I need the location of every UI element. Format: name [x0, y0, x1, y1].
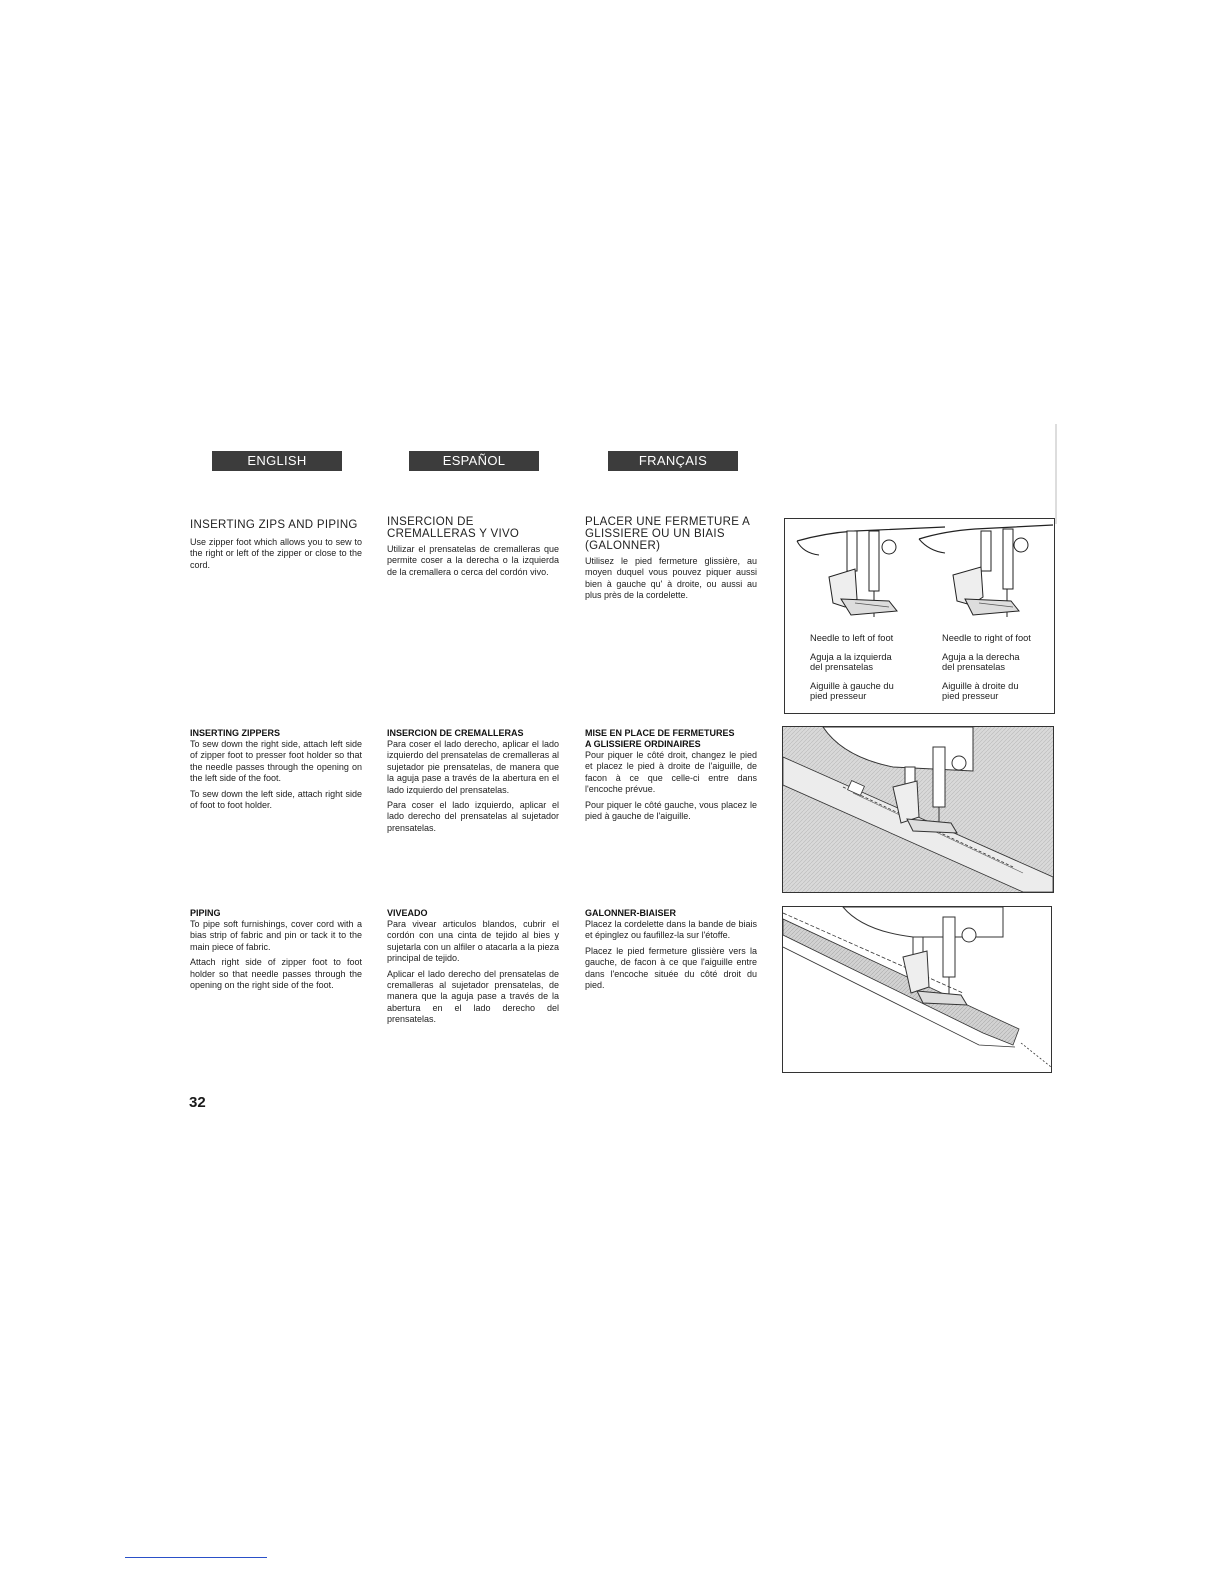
page-edge-rule	[1055, 424, 1057, 524]
figure-needle-positions	[784, 518, 1055, 714]
english-zippers-heading: INSERTING ZIPPERS	[190, 728, 281, 738]
spanish-zippers-p1: Para coser el lado derecho, aplicar el lado izquierdo del prensatelas de cremalleras al sujetador pie prensatelas, de manera que la aguja pase a través de la abertura en el lado izquierdo del prensatelas.	[387, 739, 559, 795]
french-title-line2: GLISSIERE OU UN BIAIS	[585, 528, 725, 540]
tab-espanol: ESPAÑOL	[409, 451, 539, 471]
english-piping-p2: Attach right side of zipper foot to foot holder so that needle passes through the opening on the right side of the foot.	[190, 957, 362, 991]
spanish-zippers-section	[387, 728, 559, 838]
footer-link-underline	[125, 1557, 267, 1558]
english-zippers-p1: To sew down the right side, attach left side of zipper foot to presser foot holder so that the needle passes through the opening on the left side of the foot.	[190, 739, 362, 784]
spanish-intro-section	[387, 516, 559, 582]
spanish-zippers-p2: Para coser el lado izquierdo, aplicar el lado derecho del prensatelas al sujetador prensatelas.	[387, 800, 559, 833]
caption-right-en: Needle to right of foot	[942, 633, 1031, 643]
french-zippers-p2: Pour piquer le côté gauche, vous placez le pied à gauche de l'aiguille.	[585, 799, 757, 822]
caption-right-fr-line1: Aiguille à droite du	[942, 680, 1019, 691]
french-zippers-heading-line2: A GLISSIERE ORDINAIRES	[585, 739, 701, 749]
french-intro-section	[585, 516, 757, 606]
french-zippers-heading-line1: MISE EN PLACE DE FERMETURES	[585, 728, 735, 738]
spanish-title-line2: CREMALLERAS Y VIVO	[387, 528, 520, 540]
english-piping-p1: To pipe soft furnishings, cover cord with a bias strip of fabric and pin or tack it to the main piece of fabric.	[190, 919, 362, 952]
caption-left-es-line1: Aguja a la izquierda	[810, 651, 892, 662]
french-title-line3: (GALONNER)	[585, 540, 661, 552]
caption-left-en: Needle to left of foot	[810, 633, 894, 643]
tab-francais: FRANÇAIS	[608, 451, 738, 471]
caption-left	[810, 633, 920, 710]
english-zippers-section	[190, 728, 362, 815]
figure-piping	[782, 906, 1052, 1073]
caption-left-fr-line2: pied presseur	[810, 691, 867, 701]
french-piping-p2: Placez le pied fermeture glissière vers la gauche, de facon à ce que l'aiguille entre dans l'encoche située du côté droit du pied.	[585, 945, 757, 991]
french-piping-heading: GALONNER-BIAISER	[585, 908, 677, 918]
french-zippers-p1: Pour piquer le côté droit, changez le pied et placez le pied à droite de l'aiguille, de facon à ce que celle-ci entre dans l'encoche prévue.	[585, 750, 757, 795]
spanish-zippers-heading: INSERCION DE CREMALLERAS	[387, 728, 524, 738]
caption-right-fr-line2: pied presseur	[942, 691, 999, 701]
english-title: INSERTING ZIPS AND PIPING	[190, 519, 358, 531]
french-title-line1: PLACER UNE FERMETURE A	[585, 516, 751, 528]
zipper-insertion-illustration	[783, 727, 1053, 892]
spanish-piping-p1: Para vivear articulos blandos, cubrir el cordón con una cinta de tejido al bies y sujetarla con un alfiler o atacarla a la pieza principal de tejido.	[387, 919, 559, 964]
page-number: 32	[189, 1094, 206, 1111]
french-zippers-section	[585, 728, 757, 826]
english-intro-section	[190, 519, 362, 575]
presser-feet-illustration	[785, 519, 1054, 634]
spanish-intro: Utilizar el prensatelas de cremalleras que permite coser a la derecha o la izquierda de la cremallera o cerca del cordón vivo.	[387, 544, 559, 577]
english-piping-heading: PIPING	[190, 908, 221, 918]
spanish-piping-section	[387, 908, 559, 1030]
english-zippers-p2: To sew down the left side, attach right side of foot to foot holder.	[190, 788, 362, 811]
caption-left-es-line2: del prensatelas	[810, 662, 874, 672]
french-piping-p1: Placez la cordelette dans la bande de biais et épinglez ou faufillez-la sur l'étoffe.	[585, 919, 757, 941]
french-piping-section	[585, 908, 757, 995]
caption-left-fr-line1: Aiguille à gauche du	[810, 680, 894, 691]
figure-zipper-insertion	[782, 726, 1054, 893]
caption-right	[942, 633, 1054, 710]
french-title	[585, 516, 757, 552]
caption-right-es-line1: Aguja a la derecha	[942, 651, 1020, 662]
tab-english: ENGLISH	[212, 451, 342, 471]
spanish-title	[387, 516, 559, 540]
caption-right-es-line2: del prensatelas	[942, 662, 1006, 672]
piping-illustration	[783, 907, 1051, 1072]
french-intro: Utilisez le pied fermeture glissière, au moyen duquel vous pouvez piquer aussi bien à gauche qu' à droite, ou aussi au plus près de la cordelette.	[585, 556, 757, 601]
english-piping-section	[190, 908, 362, 995]
spanish-title-line1: INSERCION DE	[387, 516, 474, 528]
spanish-piping-p2: Aplicar el lado derecho del prensatelas de cremalleras al sujetador prensatelas, de manera que la aguja pase a través de la abertura en el lado derecho del prensatelas.	[387, 968, 559, 1025]
english-intro: Use zipper foot which allows you to sew to the right or left of the zipper or close to the cord.	[190, 537, 362, 570]
spanish-piping-heading: VIVEADO	[387, 908, 428, 918]
